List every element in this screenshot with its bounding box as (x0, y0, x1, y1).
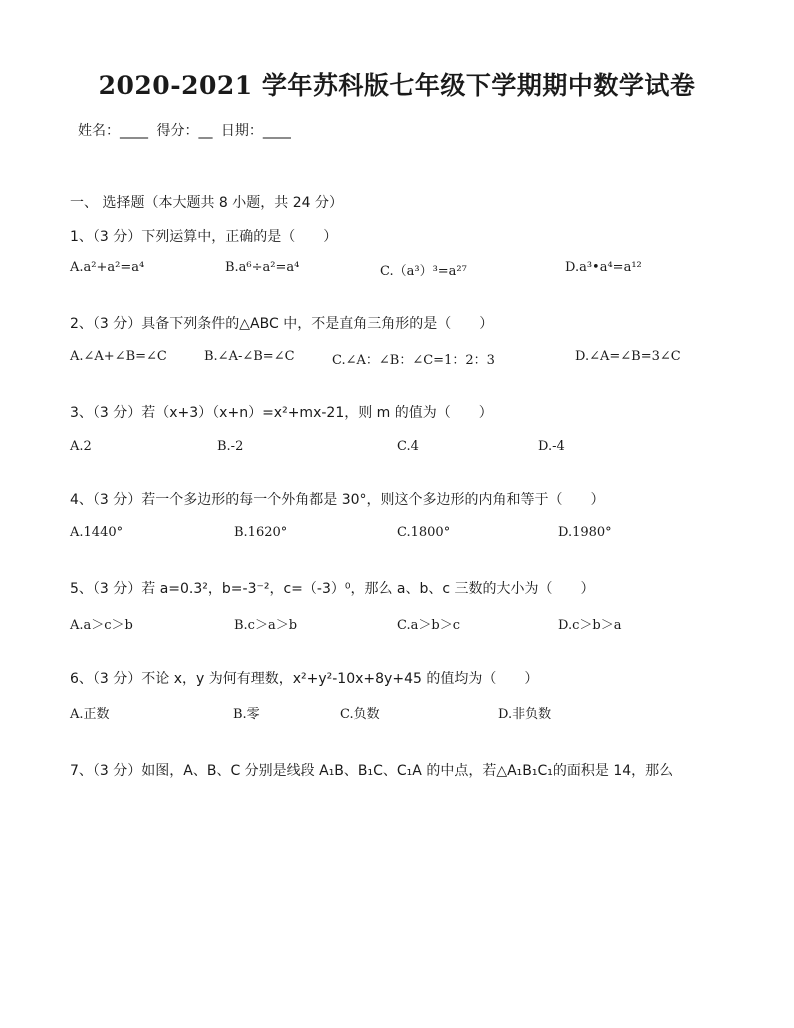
page-title: 2020-2021 学年苏科版七年级下学期期中数学试卷 (98, 71, 696, 100)
option-d: D.-4 (538, 439, 565, 454)
option-a: A.2 (70, 439, 92, 454)
question-3-stem: 3、（3 分）若（x+3）（x+n）=x²+mx-21，则 m 的值为（ ） (70, 405, 493, 421)
option-b: B.零 (233, 707, 260, 722)
option-d: D.非负数 (498, 707, 552, 722)
option-a: A.a²+a²=a⁴ (70, 260, 145, 275)
option-c: C.a＞b＞c (397, 618, 460, 633)
option-a: A.∠A+∠B=∠C (70, 349, 167, 364)
section-heading: 一、 选择题（本大题共 8 小题，共 24 分） (70, 195, 343, 211)
option-b: B.-2 (217, 439, 244, 454)
option-d: D.∠A=∠B=3∠C (575, 349, 681, 364)
option-c: C.（a³）³=a²⁷ (380, 264, 467, 279)
option-a: A.a＞c＞b (70, 618, 133, 633)
score-field: 得分：__ (156, 123, 213, 139)
question-6-stem: 6、（3 分）不论 x，y 为何有理数，x²+y²-10x+8y+45 的值均为（ ） (70, 671, 539, 687)
option-d: D.a³•a⁴=a¹² (565, 260, 642, 275)
option-a: A.正数 (70, 707, 110, 722)
question-5-options (70, 614, 750, 634)
student-info (78, 120, 295, 140)
name-field: 姓名：____ (78, 123, 148, 139)
option-b: B.∠A-∠B=∠C (204, 349, 295, 364)
option-b: B.c＞a＞b (234, 618, 298, 633)
question-6-options (70, 703, 750, 723)
option-a: A.1440° (70, 525, 124, 540)
option-b: B.a⁶÷a²=a⁴ (225, 260, 300, 275)
question-4-options (70, 525, 750, 545)
option-d: D.1980° (558, 525, 612, 540)
option-c: C.4 (397, 439, 419, 454)
question-7-stem: 7、（3 分）如图，A、B、C 分别是线段 A₁B、B₁C、C₁A 的中点，若△A₁B₁C₁的面积是 14，那么 (70, 763, 674, 779)
question-1-stem: 1、（3 分）下列运算中，正确的是（ ） (70, 229, 338, 245)
option-c: C.∠A：∠B：∠C=1：2：3 (332, 353, 495, 368)
question-2-options (70, 349, 750, 369)
question-4-stem: 4、（3 分）若一个多边形的每一个外角都是 30°，则这个多边形的内角和等于（ ） (70, 492, 605, 508)
question-2-stem: 2、（3 分）具备下列条件的△ABC 中，不是直角三角形的是（ ） (70, 316, 494, 332)
option-d: D.c＞b＞a (558, 618, 622, 633)
option-c: C.负数 (340, 707, 380, 722)
option-c: C.1800° (397, 525, 451, 540)
option-b: B.1620° (234, 525, 288, 540)
question-1-options (70, 260, 750, 280)
date-field: 日期：____ (220, 123, 291, 139)
question-3-options (70, 439, 750, 459)
question-5-stem: 5、（3 分）若 a=0.3²，b=-3⁻²，c=（-3）⁰，那么 a、b、c 三数的大小为（ ） (70, 581, 595, 597)
